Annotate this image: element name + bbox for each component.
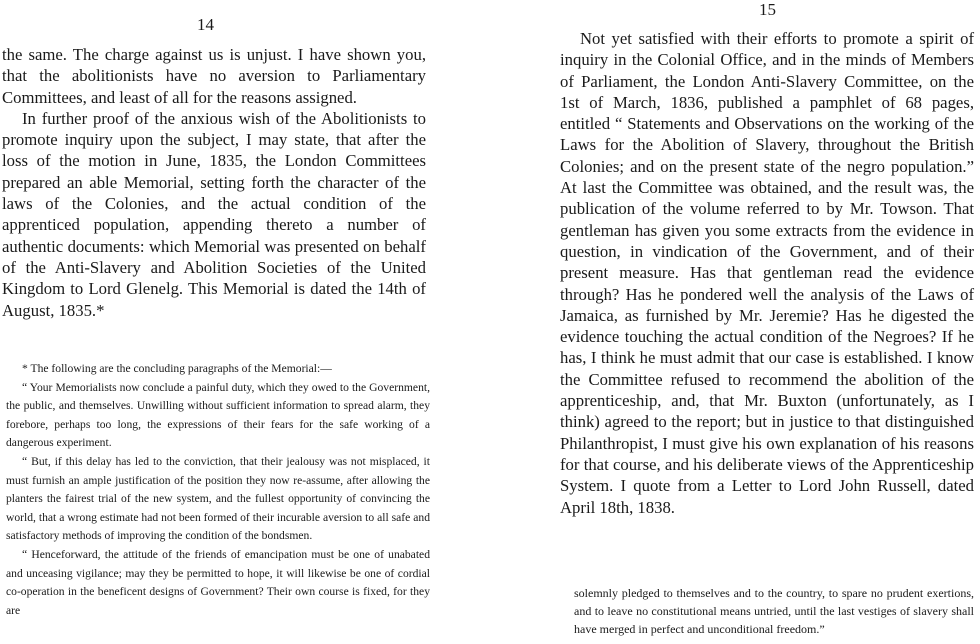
paragraph: In further proof of the anxious wish of the Abolitionists to promote inquiry upon the subject, I may state, that after the loss of the motion in June, 1835, the London Committees prepared an able Memorial, setting forth the character of the laws of the Colonies, and the actual condition of the apprenticed population, appending thereto a number of authentic documents: which Memorial was presented on behalf of the Anti-Slavery and Abolition Societies of the United Kingdom to Lord Glenelg. This Memorial is dated the 14th of August, 1835.* [2,108,426,320]
footnote-paragraph: “ Your Memorialists now conclude a painful duty, which they owed to the Government, the public, and themselves. Unwilling without sufficient information to spread alarm, they forebore, perhaps too long, the expressions of their fears for the safe working of a dangerous experiment. [6,380,430,450]
footnote-paragraph: * The following are the concluding paragraphs of the Memorial:— [22,362,332,375]
body-text [2,44,426,321]
footnote-paragraph: “ Henceforward, the attitude of the friends of emancipation must be one of unabated and unceasing vigilance; may they be permitted to hope, it will likewise be one of cordial co-operation in the beneficent designs of Government? Their own course is fixed, for they are [6,547,430,617]
footnote-paragraph: solemnly pledged to themselves and to the country, to spare no prudent exertions, and to leave no constitutional means untried, until the last vestiges of slavery shall have merged in perfect and unconditional freedom.” [574,586,974,636]
paragraph: the same. The charge against us is unjust. I have shown you, that the abolitionists have no aversion to Parliamentary Committees, and least of all for the reasons assigned. [2,45,426,107]
right-page [490,0,980,644]
footnote-paragraph: “ But, if this delay has led to the conviction, that their jealousy was not misplaced, it must furnish an ample justification of the position they now re-assume, after allowing the planters the fairest trial of the new system, and the fullest opportunity of convincing the world, that a wrong estimate had not been formed of their incurable aversion to all safe and satisfactory methods of improving the condition of the bondsmen. [6,454,430,543]
paragraph: Not yet satisfied with their efforts to promote a spirit of inquiry in the Colonial Office, and in the minds of Members of Parliament, the London Anti-Slavery Committee, on the 1st of March, 1836, published a pamphlet of 68 pages, entitled “ Statements and Observations on the working of the Laws for the Abolition of Slavery, throughout the British Colonies; and on the present state of the negro population.” At last the Committee was obtained, and the result was, the publication of the volume referred to by Mr. Towson. That gentleman has given you some extracts from the evidence in question, in vindication of the Government, and of their present measure. Has that gentleman read the evidence through? Has he pondered well the analysis of the Laws of Jamaica, as furnished by Mr. Jeremie? Has he digested the evidence touching the actual condition of the Negroes? If he has, I think he must admit that our case is established. I know the Committee refused to recommend the abolition of the apprenticeship, and, that Mr. Buxton (unfortunately, as I think) agreed to the report; but in justice to that distinguished Philanthropist, I must give his own explanation of his reasons for that course, and his deliberate views of the Apprenticeship System. I quote from a Letter to Lord John Russell, dated April 18th, 1838. [560,29,974,517]
footnote [574,585,974,638]
body-text [560,28,974,518]
page-number: 14 [197,15,214,34]
page-number: 15 [759,0,776,19]
footnote [6,360,430,620]
left-page [0,0,470,644]
